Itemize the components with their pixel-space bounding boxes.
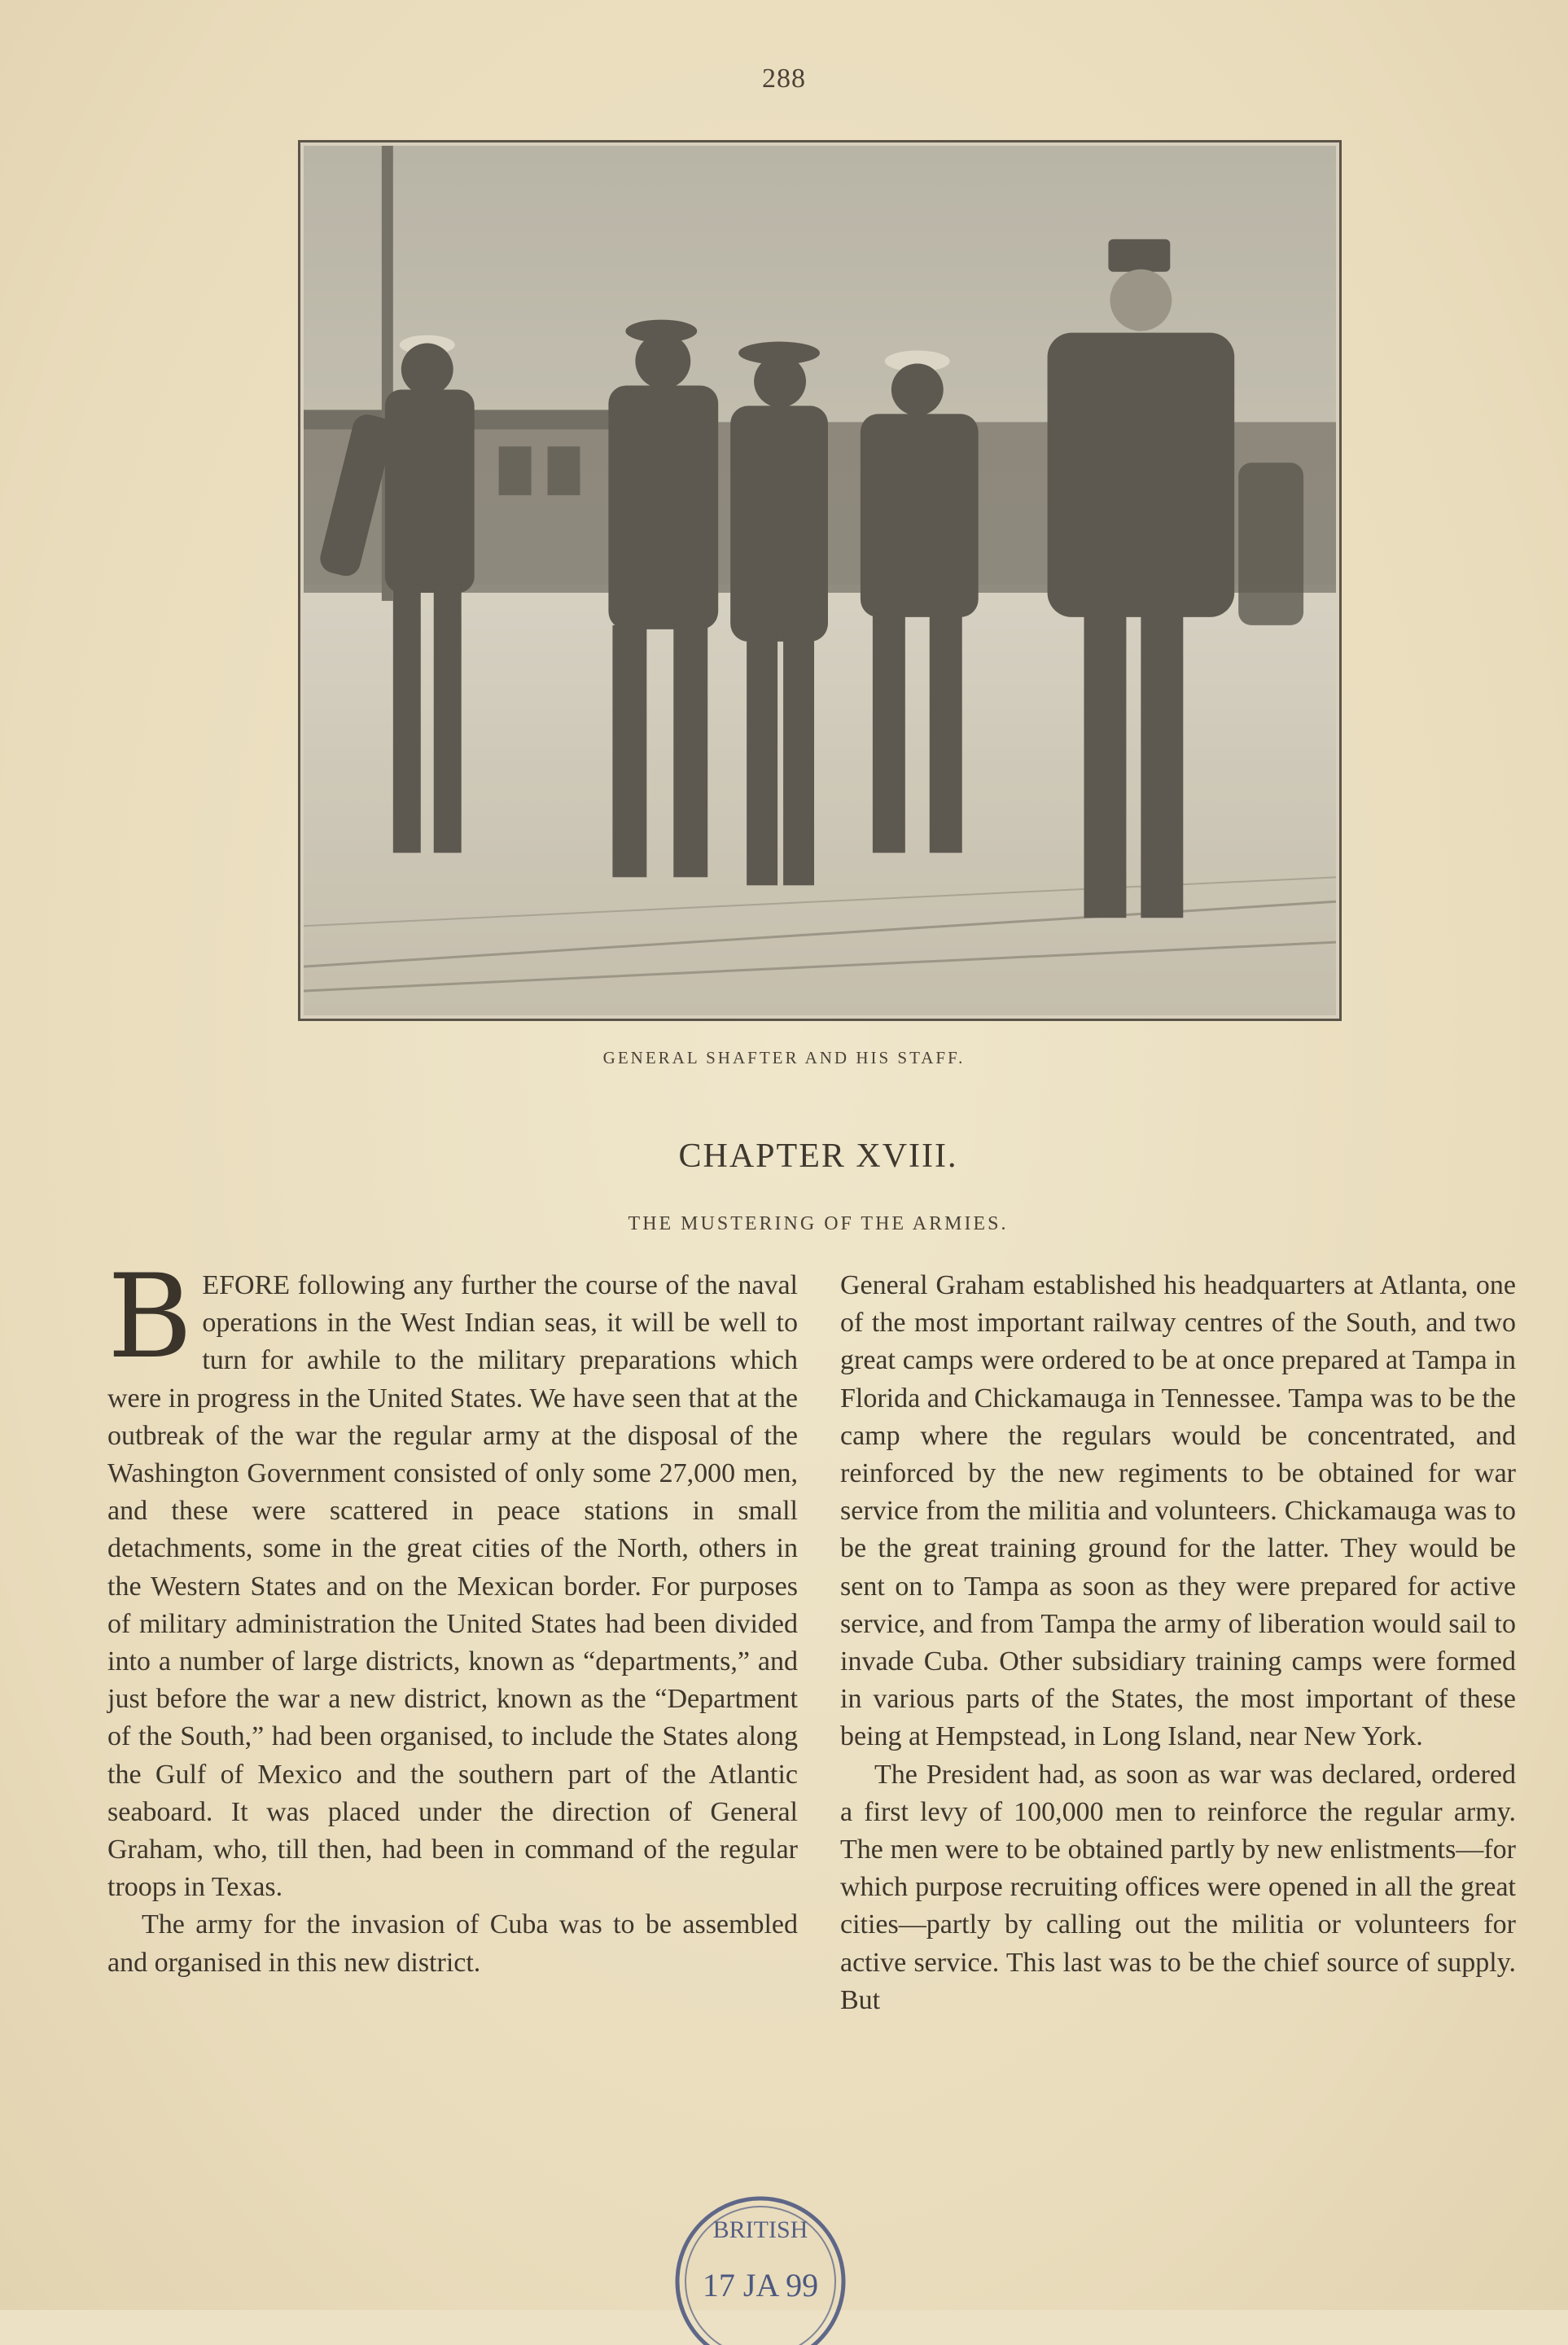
- text-column-right: [840, 1267, 1516, 2019]
- paragraph: The President had, as soon as war was declared, ordered a first levy of 100,000 men to reinforce the regular army. The men were to be obtained partly by new enlistments—for which purpose recruiting offices were opened in all the great cities—partly by calling out the militia or volunteers for active service. This last was to be the chief source of supply. But: [840, 1759, 1516, 2015]
- chapter-subtitle: THE MUSTERING OF THE ARMIES.: [628, 1213, 1009, 1234]
- page-number: 288: [762, 64, 806, 94]
- library-stamp: [669, 2190, 852, 2345]
- paragraph: [107, 1250, 798, 1906]
- stamp-top-text: BRITISH: [712, 2216, 808, 2243]
- photograph-general-shafter-staff: [304, 146, 1336, 1015]
- drop-cap: B: [107, 1250, 193, 1384]
- chapter-title: CHAPTER XVIII.: [678, 1137, 958, 1175]
- stamp-date: 17 JA 99: [702, 2267, 819, 2303]
- photo-caption: GENERAL SHAFTER AND HIS STAFF.: [602, 1048, 966, 1067]
- photo-frame: [298, 140, 1342, 1021]
- paragraph: General Graham established his headquarters at Atlanta, one of the most important railway centres of the South, and two great camps were ordered to be at once prepared at Tampa in Florida and Chickamauga in Tennessee. Tampa was to be the camp where the regulars would be concentrated, and reinforced by the new regiments to be obtained for war service from the militia and volunteers. Chickamauga was to be the great training ground for the latter. They would be sent on to Tampa as soon as they were prepared for active service, and from Tampa the army of liberation would sail to invade Cuba. Other subsidiary training camps were formed in various parts of the States, the most important of these being at Hempstead, in Long Island, near New York.: [840, 1270, 1516, 1752]
- text-column-left: [107, 1250, 798, 1982]
- paragraph-text: EFORE following any further the course of the naval operations in the West Indian seas, it will be well to turn for awhile to the military preparations which were in progress in the United States. We have seen that at the outbreak of the war the regular army at the disposal of the Washington Government consisted of only some 27,000 men, and these were scattered in peace stations in small detachments, some in the great cities of the North, others in the Western States and on the Mexican border. For purposes of military administration the United States had been divided into a number of large districts, known as “departments,” and just before the war a new district, known as the “Department of the South,” had been organised, to include the States along the Gulf of Mexico and the southern part of the Atlantic seaboard. It was placed under the direction of General Graham, who, till then, had been in command of the regular troops in Texas.: [107, 1270, 798, 1903]
- paragraph: The army for the invasion of Cuba was to be assembled and organised in this new district.: [107, 1909, 798, 1978]
